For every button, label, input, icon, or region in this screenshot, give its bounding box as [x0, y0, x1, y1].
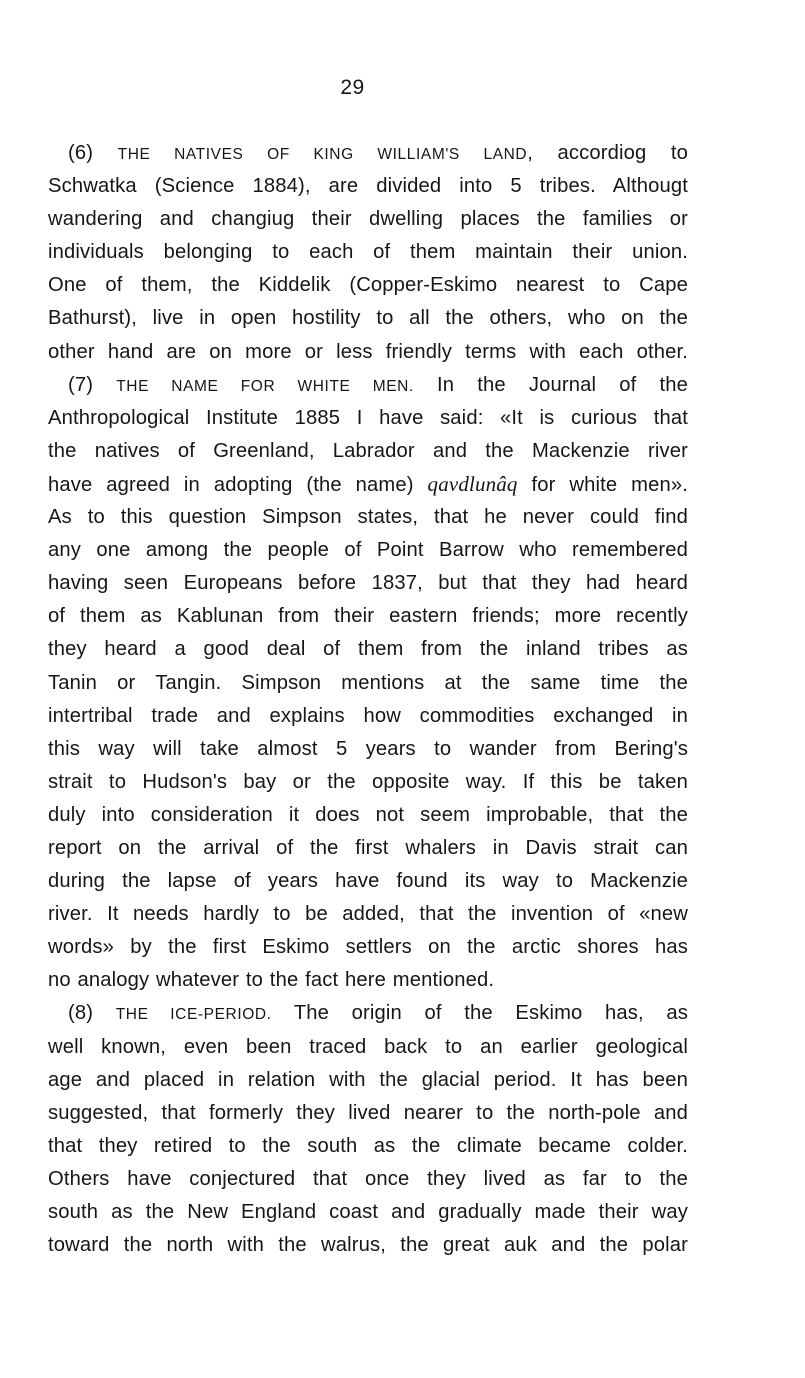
text-line: well known, even been traced back to an earlier geological [48, 1035, 688, 1058]
text-line: Bathurst), live in open hostility to all the others, who on the [48, 307, 688, 330]
text-line [48, 468, 688, 501]
page-number: 29 [340, 76, 365, 99]
text-line: intertribal trade and explains how commodities exchanged in [48, 704, 688, 727]
text-line: strait to Hudson's bay or the opposite way. If this be taken [48, 770, 688, 793]
text-line: river. It needs hardly to be added, that the invention of «new [48, 903, 688, 926]
text-line: Anthropological Institute 1885 I have said: «It is curious that [48, 406, 688, 429]
text-line: As to this question Simpson states, that he never could find [48, 506, 688, 529]
text-line: any one among the people of Point Barrow who remembered [48, 539, 688, 562]
text-line [48, 997, 688, 1030]
text-line: the natives of Greenland, Labrador and the Mackenzie river [48, 439, 688, 462]
section-heading: THE NATIVES OF KING WILLIAM'S LAND [117, 146, 528, 163]
text-line: having seen Europeans before 1837, but that they had heard [48, 572, 688, 595]
text-line: Schwatka (Science 1884), are divided into 5 tribes. Althougt [48, 175, 688, 198]
text-line: this way will take almost 5 years to wander from Bering's [48, 737, 688, 760]
italic-term: qavdlunâq [427, 471, 518, 496]
line-prefix: have agreed in adopting (the name) [48, 473, 428, 496]
text-line: age and placed in relation with the glacial period. It has been [48, 1068, 688, 1091]
line-suffix: , accordiog to [527, 142, 688, 164]
text-line: individuals belonging to each of them maintain their union. [48, 241, 688, 264]
text-line [48, 369, 688, 402]
text-line: suggested, that formerly they lived nearer to the north-pole and [48, 1101, 688, 1124]
text-line: toward the north with the walrus, the great auk and the polar [48, 1234, 688, 1257]
text-line [48, 137, 688, 170]
text-line: words» by the first Eskimo settlers on the arctic shores has [48, 936, 688, 959]
text-line: other hand are on more or less friendly terms with each other. [48, 340, 688, 363]
line-prefix: (6) [68, 142, 118, 164]
text-line: One of them, the Kiddelik (Copper-Eskimo nearest to Cape [48, 274, 688, 297]
text-line: wandering and changiug their dwelling places the families or [48, 208, 688, 231]
text-line: duly into consideration it does not seem improbable, that the [48, 803, 688, 826]
line-suffix: The origin of the Eskimo has, as [271, 1002, 688, 1025]
line-prefix: (8) [68, 1002, 116, 1025]
text-line: no analogy whatever to the fact here mentioned. [48, 969, 495, 992]
text-line: during the lapse of years have found its way to Mackenzie [48, 870, 688, 893]
text-line: they heard a good deal of them from the inland tribes as [48, 638, 688, 661]
line-suffix: for white men». [517, 473, 688, 496]
text-line: Tanin or Tangin. Simpson mentions at the same time the [48, 671, 688, 694]
text-line: Others have conjectured that once they lived as far to the [48, 1167, 688, 1190]
text-line: that they retired to the south as the climate became colder. [48, 1134, 688, 1157]
line-prefix: (7) [68, 373, 117, 396]
body-text [48, 137, 688, 1262]
text-line: south as the New England coast and gradually made their way [48, 1201, 688, 1223]
text-line: of them as Kablunan from their eastern friends; more recently [48, 605, 688, 628]
line-suffix: In the Journal of the [413, 373, 688, 396]
text-line: report on the arrival of the first whalers in Davis strait can [48, 836, 688, 859]
section-heading: THE ICE-PERIOD. [115, 1006, 272, 1024]
section-heading: THE NAME FOR WHITE MEN. [116, 377, 414, 395]
